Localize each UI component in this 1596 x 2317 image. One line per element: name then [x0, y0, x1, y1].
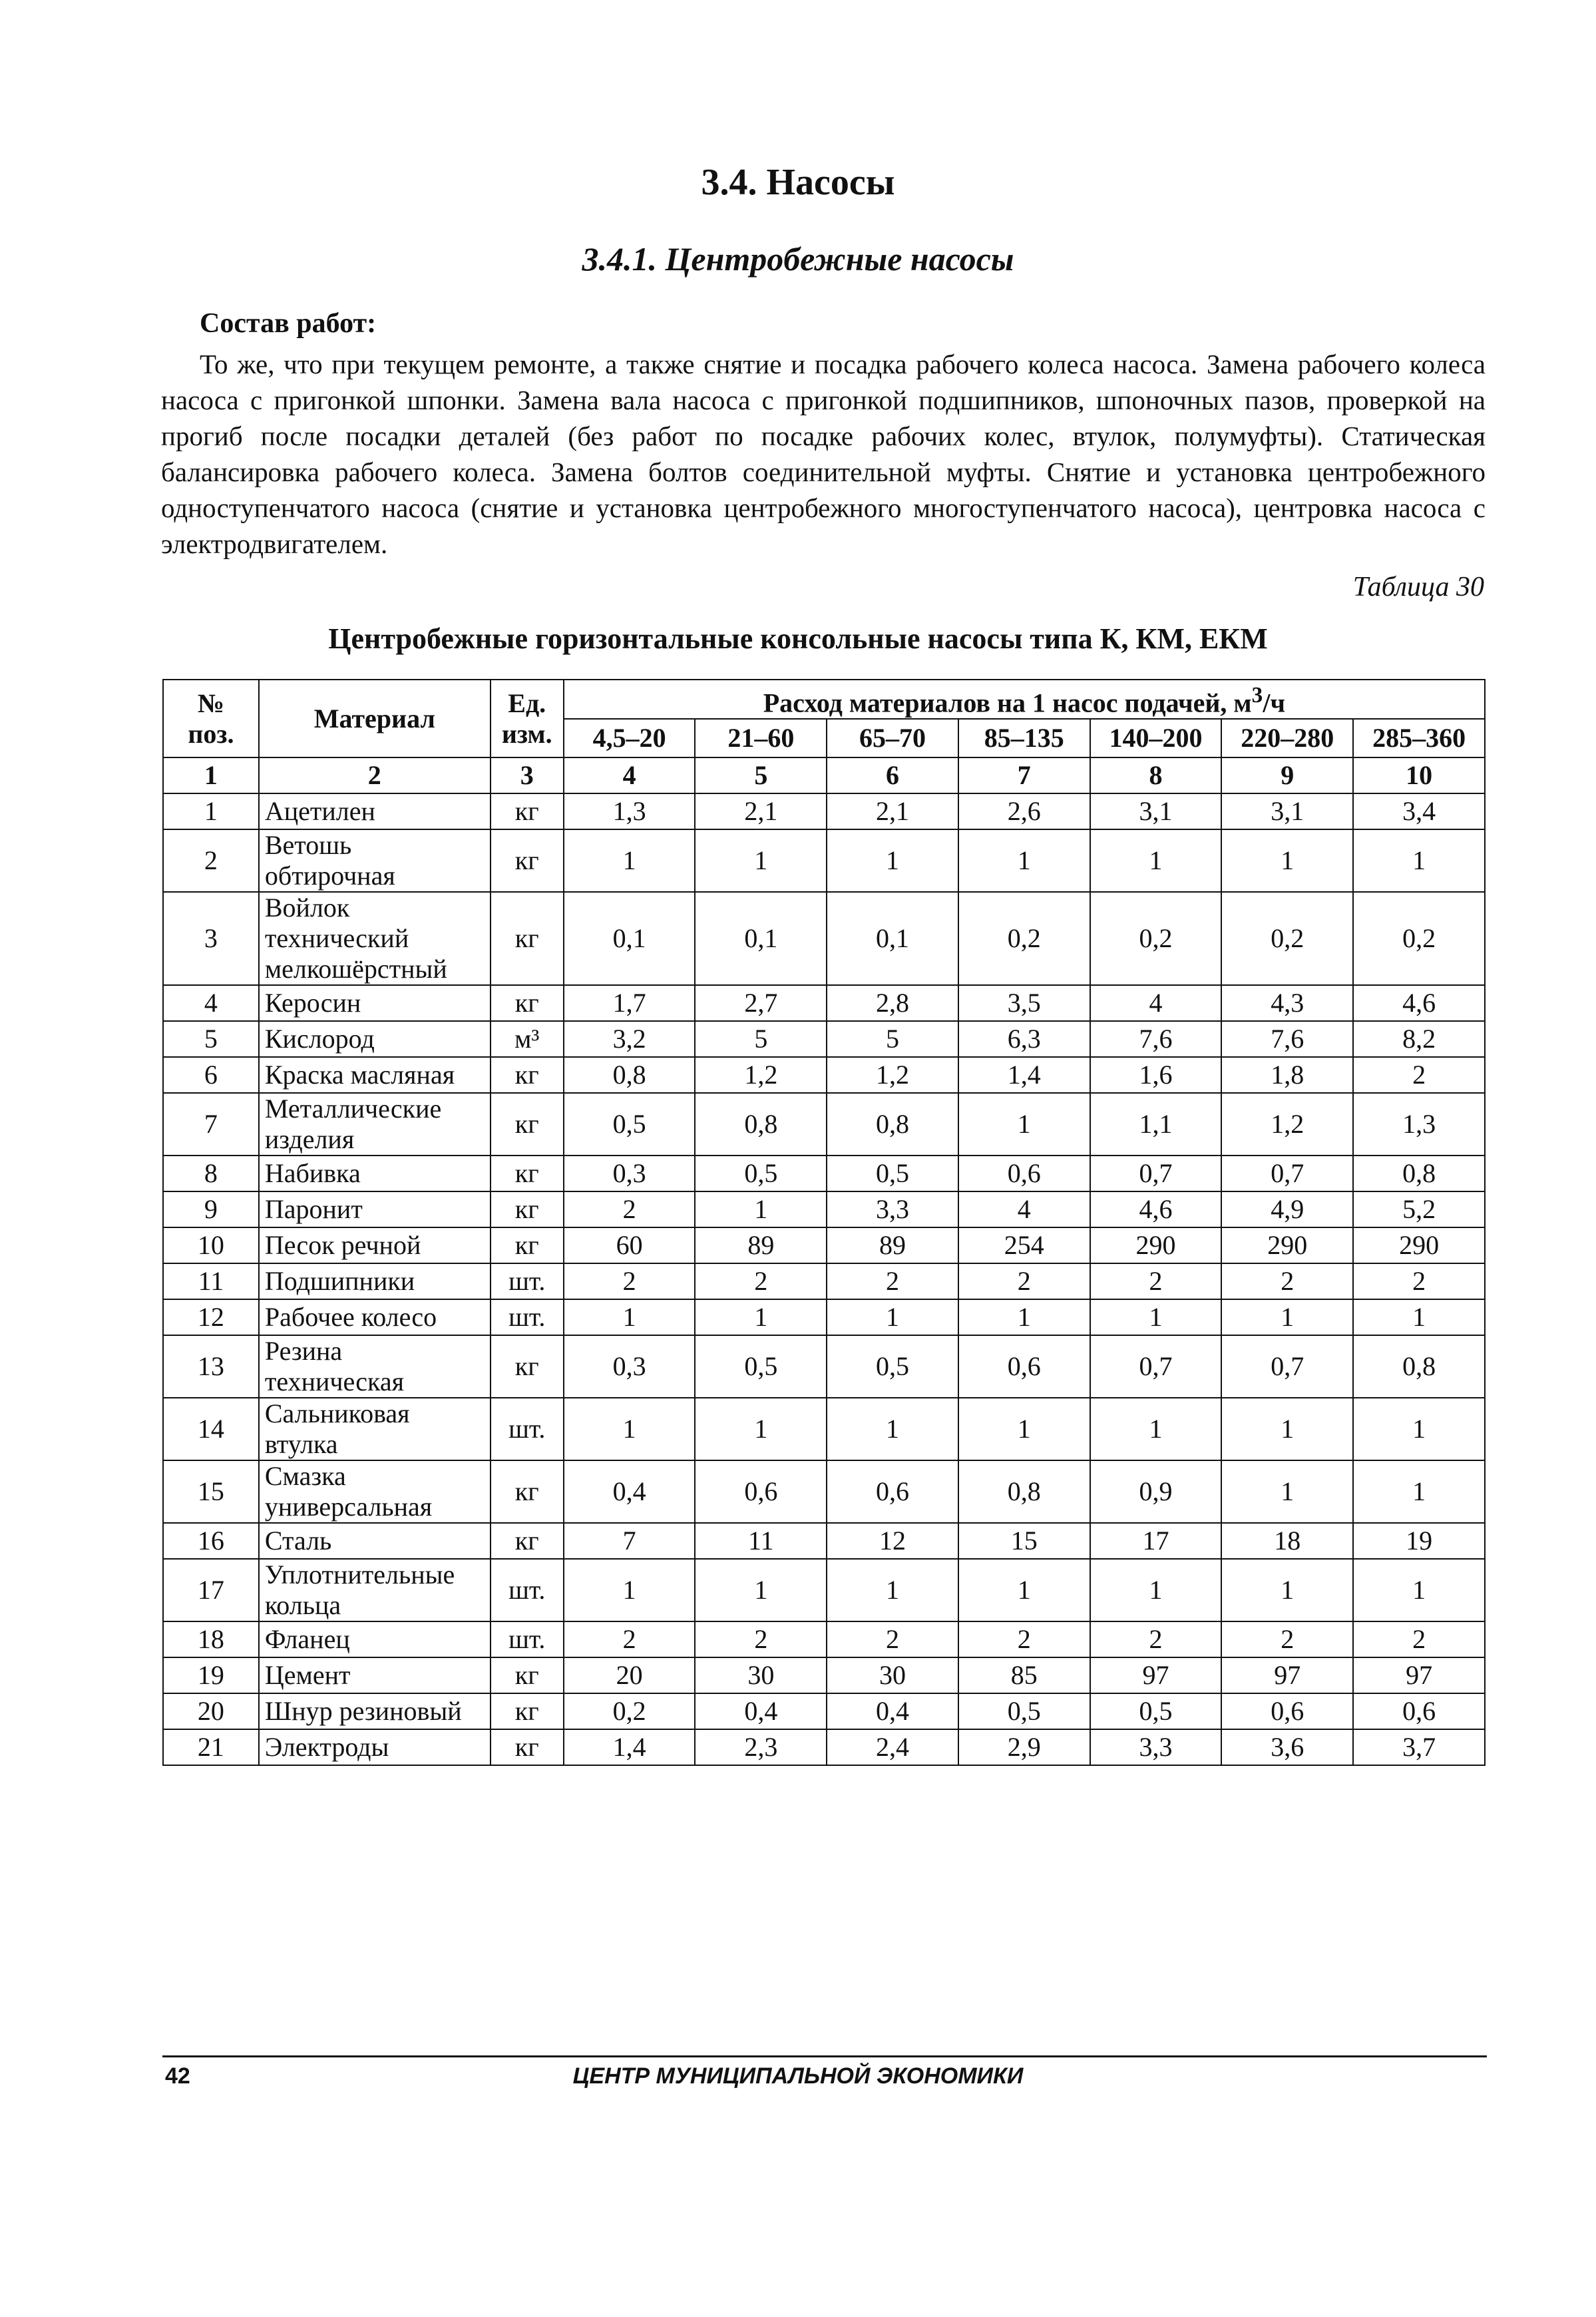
row-value: 1: [1221, 1460, 1353, 1523]
row-value: 8,2: [1353, 1021, 1485, 1057]
row-value: 3,4: [1353, 793, 1485, 829]
row-value: 17: [1090, 1523, 1222, 1559]
header-consumption-text: Расход материалов на 1 насос подачей, м: [763, 688, 1252, 718]
row-value: 1,3: [564, 793, 696, 829]
row-value: 1: [1353, 829, 1485, 892]
row-value: 290: [1221, 1227, 1353, 1263]
row-value: 1: [695, 1191, 827, 1227]
row-pos: 13: [163, 1335, 259, 1398]
row-pos: 7: [163, 1093, 259, 1156]
row-value: 4,9: [1221, 1191, 1353, 1227]
table-row: [163, 1156, 1485, 1191]
table-row: [163, 829, 1485, 892]
row-value: 1: [695, 1299, 827, 1335]
column-numbers-row: [163, 757, 1485, 793]
row-value: 4,6: [1353, 985, 1485, 1021]
row-material: Смазка универсальная: [259, 1460, 491, 1523]
row-material: Электроды: [259, 1729, 491, 1765]
row-value: 0,5: [827, 1335, 958, 1398]
row-pos: 5: [163, 1021, 259, 1057]
row-unit: кг: [491, 1335, 564, 1398]
row-value: 2: [1221, 1263, 1353, 1299]
row-value: 2,9: [958, 1729, 1090, 1765]
row-pos: 16: [163, 1523, 259, 1559]
header-pos-line2: поз.: [188, 718, 234, 749]
composition-title: Состав работ:: [200, 308, 377, 339]
row-material: Резина техническая: [259, 1335, 491, 1398]
row-value: 5: [695, 1021, 827, 1057]
row-value: 2: [1090, 1621, 1222, 1657]
table-row: [163, 1460, 1485, 1523]
row-value: 2,1: [695, 793, 827, 829]
row-value: 2,7: [695, 985, 827, 1021]
row-value: 0,5: [695, 1156, 827, 1191]
row-value: 5: [827, 1021, 958, 1057]
header-unit-line1: Ед.: [508, 688, 546, 718]
column-number: 2: [259, 757, 491, 793]
row-value: 2: [695, 1263, 827, 1299]
row-unit: шт.: [491, 1263, 564, 1299]
row-value: 89: [695, 1227, 827, 1263]
row-material: Набивка: [259, 1156, 491, 1191]
row-value: 0,6: [958, 1335, 1090, 1398]
row-value: 254: [958, 1227, 1090, 1263]
table-row: [163, 793, 1485, 829]
row-value: 1: [564, 1299, 696, 1335]
row-value: 4: [1090, 985, 1222, 1021]
column-number: 10: [1353, 757, 1485, 793]
row-value: 1: [1090, 1398, 1222, 1460]
row-unit: кг: [491, 1523, 564, 1559]
row-value: 1: [827, 1299, 958, 1335]
row-value: 2: [695, 1621, 827, 1657]
table-row: [163, 1729, 1485, 1765]
row-unit: кг: [491, 985, 564, 1021]
row-unit: кг: [491, 1693, 564, 1729]
row-unit: шт.: [491, 1559, 564, 1621]
row-unit: кг: [491, 1657, 564, 1693]
row-material: Шнур резиновый: [259, 1693, 491, 1729]
row-material: Кислород: [259, 1021, 491, 1057]
row-value: 1,6: [1090, 1057, 1222, 1093]
header-range: 220–280: [1221, 719, 1353, 757]
row-pos: 3: [163, 892, 259, 985]
row-value: 1,2: [827, 1057, 958, 1093]
row-pos: 15: [163, 1460, 259, 1523]
row-value: 0,2: [958, 892, 1090, 985]
row-pos: 10: [163, 1227, 259, 1263]
row-pos: 19: [163, 1657, 259, 1693]
row-value: 3,2: [564, 1021, 696, 1057]
row-value: 1: [827, 1398, 958, 1460]
row-value: 1: [695, 1559, 827, 1621]
row-value: 0,2: [564, 1693, 696, 1729]
row-value: 12: [827, 1523, 958, 1559]
column-number: 9: [1221, 757, 1353, 793]
row-material: Песок речной: [259, 1227, 491, 1263]
row-value: 1: [1353, 1398, 1485, 1460]
row-pos: 2: [163, 829, 259, 892]
header-pos-line1: №: [197, 688, 225, 718]
row-value: 18: [1221, 1523, 1353, 1559]
header-range: 65–70: [827, 719, 958, 757]
row-value: 2: [564, 1191, 696, 1227]
row-value: 0,1: [695, 892, 827, 985]
row-value: 0,4: [564, 1460, 696, 1523]
row-pos: 18: [163, 1621, 259, 1657]
row-value: 2,8: [827, 985, 958, 1021]
row-material: Керосин: [259, 985, 491, 1021]
row-material: Фланец: [259, 1621, 491, 1657]
row-value: 0,6: [1221, 1693, 1353, 1729]
header-consumption-suffix: /ч: [1263, 688, 1286, 718]
row-value: 3,6: [1221, 1729, 1353, 1765]
row-value: 0,5: [1090, 1693, 1222, 1729]
header-consumption-sup: 3: [1251, 683, 1263, 708]
row-value: 7: [564, 1523, 696, 1559]
row-value: 0,8: [827, 1093, 958, 1156]
row-value: 2: [564, 1621, 696, 1657]
header-range: 21–60: [695, 719, 827, 757]
row-value: 1,3: [1353, 1093, 1485, 1156]
row-material: Рабочее колесо: [259, 1299, 491, 1335]
table-row: [163, 1398, 1485, 1460]
table-row: [163, 1621, 1485, 1657]
row-value: 0,5: [827, 1156, 958, 1191]
row-value: 1: [1090, 1299, 1222, 1335]
footer-divider: [162, 2055, 1487, 2057]
row-unit: кг: [491, 1057, 564, 1093]
table-row: [163, 1299, 1485, 1335]
row-pos: 6: [163, 1057, 259, 1093]
header-row: [163, 680, 1485, 719]
row-value: 0,5: [564, 1093, 696, 1156]
row-value: 1: [1221, 1299, 1353, 1335]
column-number: 3: [491, 757, 564, 793]
row-value: 0,3: [564, 1335, 696, 1398]
row-value: 4,3: [1221, 985, 1353, 1021]
row-value: 1: [564, 829, 696, 892]
row-value: 1,2: [695, 1057, 827, 1093]
row-value: 1: [695, 829, 827, 892]
row-value: 0,5: [958, 1693, 1090, 1729]
row-material: Сталь: [259, 1523, 491, 1559]
row-value: 2: [827, 1621, 958, 1657]
row-value: 1,8: [1221, 1057, 1353, 1093]
row-value: 1: [564, 1559, 696, 1621]
table-row: [163, 1227, 1485, 1263]
row-pos: 14: [163, 1398, 259, 1460]
row-value: 1: [958, 1299, 1090, 1335]
row-unit: кг: [491, 829, 564, 892]
row-material: Уплотнительные кольца: [259, 1559, 491, 1621]
row-value: 0,1: [827, 892, 958, 985]
header-pos: [163, 680, 259, 757]
header-unit: [491, 680, 564, 757]
row-value: 1: [695, 1398, 827, 1460]
row-value: 20: [564, 1657, 696, 1693]
row-unit: кг: [491, 1729, 564, 1765]
row-value: 85: [958, 1657, 1090, 1693]
row-value: 2,4: [827, 1729, 958, 1765]
header-consumption: [564, 680, 1485, 719]
table-row: [163, 1021, 1485, 1057]
row-value: 3,1: [1221, 793, 1353, 829]
row-value: 30: [827, 1657, 958, 1693]
table-row: [163, 1263, 1485, 1299]
row-unit: кг: [491, 793, 564, 829]
row-value: 0,2: [1090, 892, 1222, 985]
row-pos: 12: [163, 1299, 259, 1335]
table-row: [163, 1335, 1485, 1398]
page-number: 42: [165, 2063, 190, 2089]
table-row: [163, 1693, 1485, 1729]
row-unit: кг: [491, 1460, 564, 1523]
row-value: 0,8: [1353, 1156, 1485, 1191]
row-value: 1: [1353, 1299, 1485, 1335]
row-value: 2: [1353, 1621, 1485, 1657]
row-value: 1,7: [564, 985, 696, 1021]
row-value: 2: [564, 1263, 696, 1299]
row-material: Войлок технический мелкошёрстный: [259, 892, 491, 985]
row-pos: 20: [163, 1693, 259, 1729]
row-value: 97: [1090, 1657, 1222, 1693]
row-value: 290: [1353, 1227, 1485, 1263]
row-value: 0,8: [695, 1093, 827, 1156]
row-value: 1: [958, 1559, 1090, 1621]
row-value: 1: [958, 829, 1090, 892]
row-value: 3,5: [958, 985, 1090, 1021]
row-value: 3,3: [827, 1191, 958, 1227]
row-value: 1: [1353, 1559, 1485, 1621]
row-unit: шт.: [491, 1398, 564, 1460]
row-value: 2: [1090, 1263, 1222, 1299]
row-value: 5,2: [1353, 1191, 1485, 1227]
row-material: Сальниковая втулка: [259, 1398, 491, 1460]
row-value: 0,4: [695, 1693, 827, 1729]
row-material: Ветошь обтирочная: [259, 829, 491, 892]
row-value: 7,6: [1221, 1021, 1353, 1057]
header-range: 85–135: [958, 719, 1090, 757]
table-row: [163, 1657, 1485, 1693]
row-value: 1: [1353, 1460, 1485, 1523]
table-row: [163, 1057, 1485, 1093]
row-value: 1,1: [1090, 1093, 1222, 1156]
row-value: 2: [827, 1263, 958, 1299]
row-value: 0,6: [695, 1460, 827, 1523]
header-material: Материал: [259, 680, 491, 757]
row-value: 0,7: [1090, 1156, 1222, 1191]
header-range: 285–360: [1353, 719, 1485, 757]
row-pos: 9: [163, 1191, 259, 1227]
row-value: 1: [1090, 1559, 1222, 1621]
row-value: 4,6: [1090, 1191, 1222, 1227]
header-range: 4,5–20: [564, 719, 696, 757]
table-row: [163, 985, 1485, 1021]
row-value: 0,7: [1090, 1335, 1222, 1398]
row-value: 0,7: [1221, 1335, 1353, 1398]
row-unit: кг: [491, 1191, 564, 1227]
row-value: 1: [1221, 1559, 1353, 1621]
table-title: Центробежные горизонтальные консольные насосы типа К, КМ, ЕКМ: [328, 622, 1268, 655]
row-value: 3,7: [1353, 1729, 1485, 1765]
row-value: 2,6: [958, 793, 1090, 829]
row-value: 3,1: [1090, 793, 1222, 829]
table-row: [163, 1093, 1485, 1156]
row-value: 0,7: [1221, 1156, 1353, 1191]
row-value: 7,6: [1090, 1021, 1222, 1057]
column-number: 8: [1090, 757, 1222, 793]
header-unit-line2: изм.: [501, 718, 552, 749]
row-unit: кг: [491, 1156, 564, 1191]
row-value: 0,6: [1353, 1693, 1485, 1729]
row-value: 0,6: [827, 1460, 958, 1523]
row-value: 1: [1221, 1398, 1353, 1460]
row-unit: кг: [491, 892, 564, 985]
column-number: 6: [827, 757, 958, 793]
row-material: Ацетилен: [259, 793, 491, 829]
table-row: [163, 892, 1485, 985]
table-row: [163, 1523, 1485, 1559]
composition-text: То же, что при текущем ремонте, а также снятие и посадка рабочего колеса насоса. Замена рабочего колеса насоса с пригонкой шпонки. Замена вала насоса с пригонкой подшипников, шпоночных пазов, проверкой на прогиб после посадки деталей (без работ по посадке рабочих колес, втулок, полумуфты). Статическая балансировка рабочего колеса. Замена болтов соединительной муфты. Снятие и установка центробежного одноступенчатого насоса (снятие и установка центробежного многоступенчатого насоса), центровка насоса с электродвигателем.: [161, 349, 1486, 559]
row-value: 1,2: [1221, 1093, 1353, 1156]
table-row: [163, 1191, 1485, 1227]
row-material: Паронит: [259, 1191, 491, 1227]
row-value: 1: [564, 1398, 696, 1460]
row-value: 0,8: [958, 1460, 1090, 1523]
row-value: 0,4: [827, 1693, 958, 1729]
row-value: 0,5: [695, 1335, 827, 1398]
row-value: 2: [1353, 1263, 1485, 1299]
row-material: Металлические изделия: [259, 1093, 491, 1156]
row-value: 2,1: [827, 793, 958, 829]
row-value: 290: [1090, 1227, 1222, 1263]
row-value: 60: [564, 1227, 696, 1263]
table-body: [163, 793, 1485, 1765]
row-unit: м³: [491, 1021, 564, 1057]
row-value: 0,3: [564, 1156, 696, 1191]
row-value: 30: [695, 1657, 827, 1693]
row-value: 11: [695, 1523, 827, 1559]
row-value: 1,4: [958, 1057, 1090, 1093]
row-value: 0,8: [1353, 1335, 1485, 1398]
row-unit: шт.: [491, 1621, 564, 1657]
column-number: 7: [958, 757, 1090, 793]
row-value: 0,1: [564, 892, 696, 985]
row-pos: 17: [163, 1559, 259, 1621]
row-value: 19: [1353, 1523, 1485, 1559]
row-unit: кг: [491, 1093, 564, 1156]
row-value: 1: [827, 829, 958, 892]
row-value: 0,2: [1221, 892, 1353, 985]
row-value: 1: [958, 1093, 1090, 1156]
column-number: 4: [564, 757, 696, 793]
materials-table: [162, 679, 1486, 1766]
row-value: 0,6: [958, 1156, 1090, 1191]
section-heading: 3.4. Насосы: [701, 162, 895, 203]
row-pos: 8: [163, 1156, 259, 1191]
row-value: 2: [1221, 1621, 1353, 1657]
row-value: 4: [958, 1191, 1090, 1227]
row-material: Подшипники: [259, 1263, 491, 1299]
row-value: 1: [958, 1398, 1090, 1460]
row-value: 0,8: [564, 1057, 696, 1093]
row-value: 97: [1353, 1657, 1485, 1693]
row-value: 3,3: [1090, 1729, 1222, 1765]
row-value: 1: [1090, 829, 1222, 892]
row-value: 2: [1353, 1057, 1485, 1093]
column-number: 1: [163, 757, 259, 793]
table-row: [163, 1559, 1485, 1621]
row-value: 0,2: [1353, 892, 1485, 985]
row-material: Цемент: [259, 1657, 491, 1693]
row-value: 1: [1221, 829, 1353, 892]
row-unit: кг: [491, 1227, 564, 1263]
footer-organization: ЦЕНТР МУНИЦИПАЛЬНОЙ ЭКОНОМИКИ: [572, 2063, 1024, 2089]
row-unit: шт.: [491, 1299, 564, 1335]
row-value: 2,3: [695, 1729, 827, 1765]
subsection-heading: 3.4.1. Центробежные насосы: [582, 240, 1014, 278]
row-material: Краска масляная: [259, 1057, 491, 1093]
table-label: Таблица 30: [1352, 572, 1484, 602]
column-number: 5: [695, 757, 827, 793]
row-pos: 21: [163, 1729, 259, 1765]
row-value: 2: [958, 1621, 1090, 1657]
row-value: 89: [827, 1227, 958, 1263]
row-pos: 4: [163, 985, 259, 1021]
row-pos: 1: [163, 793, 259, 829]
header-range: 140–200: [1090, 719, 1222, 757]
row-value: 97: [1221, 1657, 1353, 1693]
row-value: 2: [958, 1263, 1090, 1299]
row-value: 15: [958, 1523, 1090, 1559]
row-pos: 11: [163, 1263, 259, 1299]
row-value: 0,9: [1090, 1460, 1222, 1523]
row-value: 1,4: [564, 1729, 696, 1765]
row-value: 1: [827, 1559, 958, 1621]
row-value: 6,3: [958, 1021, 1090, 1057]
